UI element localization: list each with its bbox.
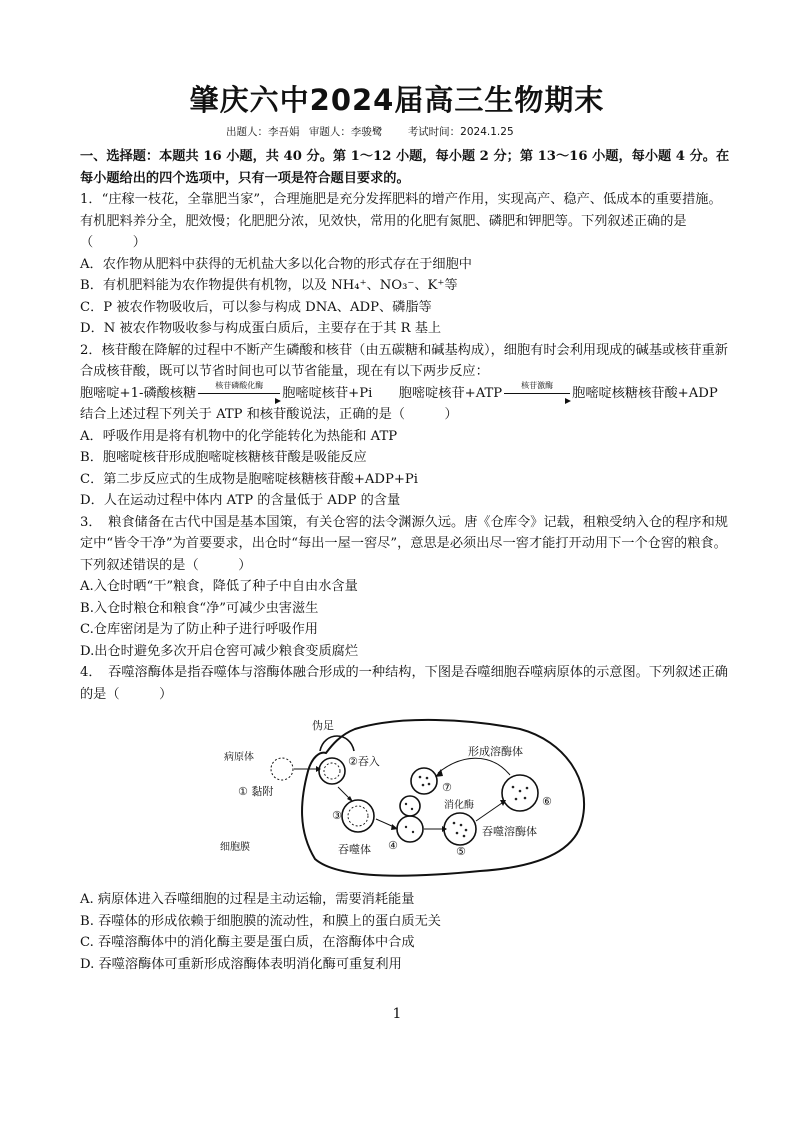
q4-option-c: C. 吞噬溶酶体中的消化酶主要是蛋白质，在溶酶体中合成 <box>80 935 415 950</box>
exam-content <box>80 146 730 975</box>
enzyme-dot <box>456 832 459 835</box>
q1-option-d: D．N 被农作物吸收参与构成蛋白质后，主要存在于其 R 基上 <box>80 321 442 336</box>
label-step-6: ⑥ <box>542 795 552 808</box>
label-engulf: ②吞入 <box>348 755 380 768</box>
enzyme-dot <box>405 826 407 828</box>
label-form-lysosome: 形成溶酶体 <box>468 745 523 758</box>
label-step-5: ⑤ <box>456 845 466 858</box>
enzyme-dot <box>460 824 463 827</box>
q1-option-c: C．P 被农作物吸收后，可以参与构成 DNA、ADP、磷脂等 <box>80 299 432 315</box>
phagosome-pathogen <box>348 806 368 826</box>
reviewer: 审题人：李骏鹭 <box>308 126 383 138</box>
section-heading: 一、选择题：本题共 16 小题，共 40 分。第 1～12 小题，每小题 2 分；第 13～16 小题，每小题 4 分。在每小题给出的四个选项中，只有一项是符合题目要求的。 <box>80 149 730 186</box>
q3-option-d: D.出仓时避免多次开启仓窖可减少粮食变质腐烂 <box>80 643 359 659</box>
arrow-fuse <box>376 819 394 827</box>
label-step-3: ③ <box>332 809 342 822</box>
exam-meta <box>226 124 520 139</box>
eq2-right: 胞嘧啶核糖核苷酸+ADP <box>572 385 718 401</box>
q2-follow: 结合上述过程下列关于 ATP 和核苷酸说法，正确的是（ ） <box>80 407 458 422</box>
enzyme-dot <box>411 808 413 810</box>
eq1-left: 胞嘧啶+1-磷酸核糖 <box>80 385 197 401</box>
setter: 出题人：李吾娟 <box>226 126 300 138</box>
q3-stem: 3． 粮食储备在古代中国是基本国策，有关仓窖的法令渊源久远。唐《仓库令》记载，租粮受纳入仓的程序和规定中“皆令干净”为首要要求，出仓时“每出一屋一窖尽”，意思是必须出尽一窖才能打开动用下一个仓窖的粮食。下列叙述错误的是（ ） <box>80 514 728 573</box>
label-phagosome: 吞噬体 <box>338 843 371 856</box>
enzyme-dot <box>526 787 529 790</box>
q1-stem: 1．“庄稼一枝花，全靠肥当家”，合理施肥是充分发挥肥料的增产作用，实现高产、稳产、低成本的重要措施。有机肥料养分全，肥效慢；化肥肥分浓，见效快，常用的化肥有氮肥、磷肥和钾肥等。下列叙述正确的是（ ） <box>80 192 722 250</box>
q2-option-c: C．第二步反应式的生成物是胞嘧啶核糖核苷酸+ADP+Pi <box>80 471 418 487</box>
q2-option-b: B．胞嘧啶核苷形成胞嘧啶核糖核苷酸是吸能反应 <box>80 450 367 465</box>
enzyme-dot <box>465 829 468 832</box>
label-phagolysosome: 吞噬溶酶体 <box>482 825 537 838</box>
enzyme-dot <box>405 803 407 805</box>
arrow-release <box>476 803 502 821</box>
q3-option-c: C.仓库密闭是为了防止种子进行呼吸作用 <box>80 622 318 637</box>
eq2-left: 胞嘧啶核苷+ATP <box>398 385 503 401</box>
label-adhere: ① 黏附 <box>238 785 274 798</box>
engulfed-pathogen <box>324 763 340 779</box>
enzyme-dot <box>428 783 431 786</box>
enzyme-dot <box>463 835 466 838</box>
enzyme-dot <box>519 790 522 793</box>
q4-option-a: A. 病原体进入吞噬细胞的过程是主动运输，需要消耗能量 <box>80 892 415 907</box>
arrow-internalize <box>338 787 350 799</box>
fusing-vesicle <box>397 816 423 842</box>
q4-option-b: B. 吞噬体的形成依赖于细胞膜的流动性，和膜上的蛋白质无关 <box>80 913 441 929</box>
q4-option-d: D. 吞噬溶酶体可重新形成溶酶体表明消化酶可重复利用 <box>80 956 402 972</box>
eq2-arrow <box>504 381 570 394</box>
enzyme-dot <box>422 784 425 787</box>
phagosome-circle <box>342 800 374 832</box>
lysosome-circle <box>400 796 420 816</box>
enzyme-dot <box>412 831 414 833</box>
eq1-arrow <box>198 381 280 394</box>
eq1-enzyme: 核苷磷酸化酶 <box>215 381 264 390</box>
page-number: 1 <box>392 1006 402 1022</box>
label-cell-membrane: 细胞膜 <box>220 842 250 853</box>
q2-stem: 2．核苷酸在降解的过程中不断产生磷酸和核苷（由五碳糖和碱基构成），细胞有时会利用现成的碱基或核苷重新合成核苷酸，既可以节省时间也可以节省能量，现在有以下两步反应： <box>80 342 728 379</box>
enzyme-dot <box>426 777 429 780</box>
residual-body-circle <box>502 775 538 811</box>
enzyme-dot <box>453 822 456 825</box>
eq1-right: 胞嘧啶核苷+Pi <box>282 385 373 401</box>
label-step-4: ④ <box>388 839 398 852</box>
exam-time: 考试时间：2024.1.25 <box>407 126 514 138</box>
q1-option-b: B．有机肥料能为农作物提供有机物，以及 NH₄⁺、NO₃⁻、K⁺等 <box>80 278 458 293</box>
q2-option-d: D．人在运动过程中体内 ATP 的含量低于 ADP 的含量 <box>80 493 401 508</box>
label-step-7: ⑦ <box>442 781 452 794</box>
new-lysosome-circle <box>411 768 437 794</box>
q1-option-a: A．农作物从肥料中获得的无机盐大多以化合物的形式存在于细胞中 <box>80 256 472 272</box>
enzyme-dot <box>512 786 515 789</box>
exam-title: 肇庆六中2024届高三生物期末 <box>189 83 605 117</box>
pseudopod-curve <box>320 736 354 751</box>
q4-stem: 4． 吞噬溶酶体是指吞噬体与溶酶体融合形成的一种结构，下图是吞噬细胞吞噬病原体的示意图。下列叙述正确的是（ ） <box>80 665 728 702</box>
q2-equations <box>80 383 730 405</box>
phagocytosis-diagram <box>220 711 600 881</box>
eq2-enzyme: 核苷激酶 <box>521 381 554 390</box>
engulfing-vesicle <box>319 758 345 784</box>
label-pseudopod: 伪足 <box>312 719 334 732</box>
q2-option-a: A．呼吸作用是将有机物中的化学能转化为热能和 ATP <box>80 428 398 444</box>
q3-option-a: A.入仓时晒“干”粮食，降低了种子中自由水含量 <box>80 579 358 594</box>
pathogen-circle <box>271 758 293 780</box>
label-pathogen: 病原体 <box>224 752 254 763</box>
enzyme-dot <box>515 798 518 801</box>
q3-option-b: B.入仓时粮仓和粮食“净”可减少虫害滋生 <box>80 600 319 616</box>
enzyme-dot <box>524 797 527 800</box>
label-digestive-enzyme: 消化酶 <box>444 800 474 811</box>
enzyme-dot <box>419 776 422 779</box>
